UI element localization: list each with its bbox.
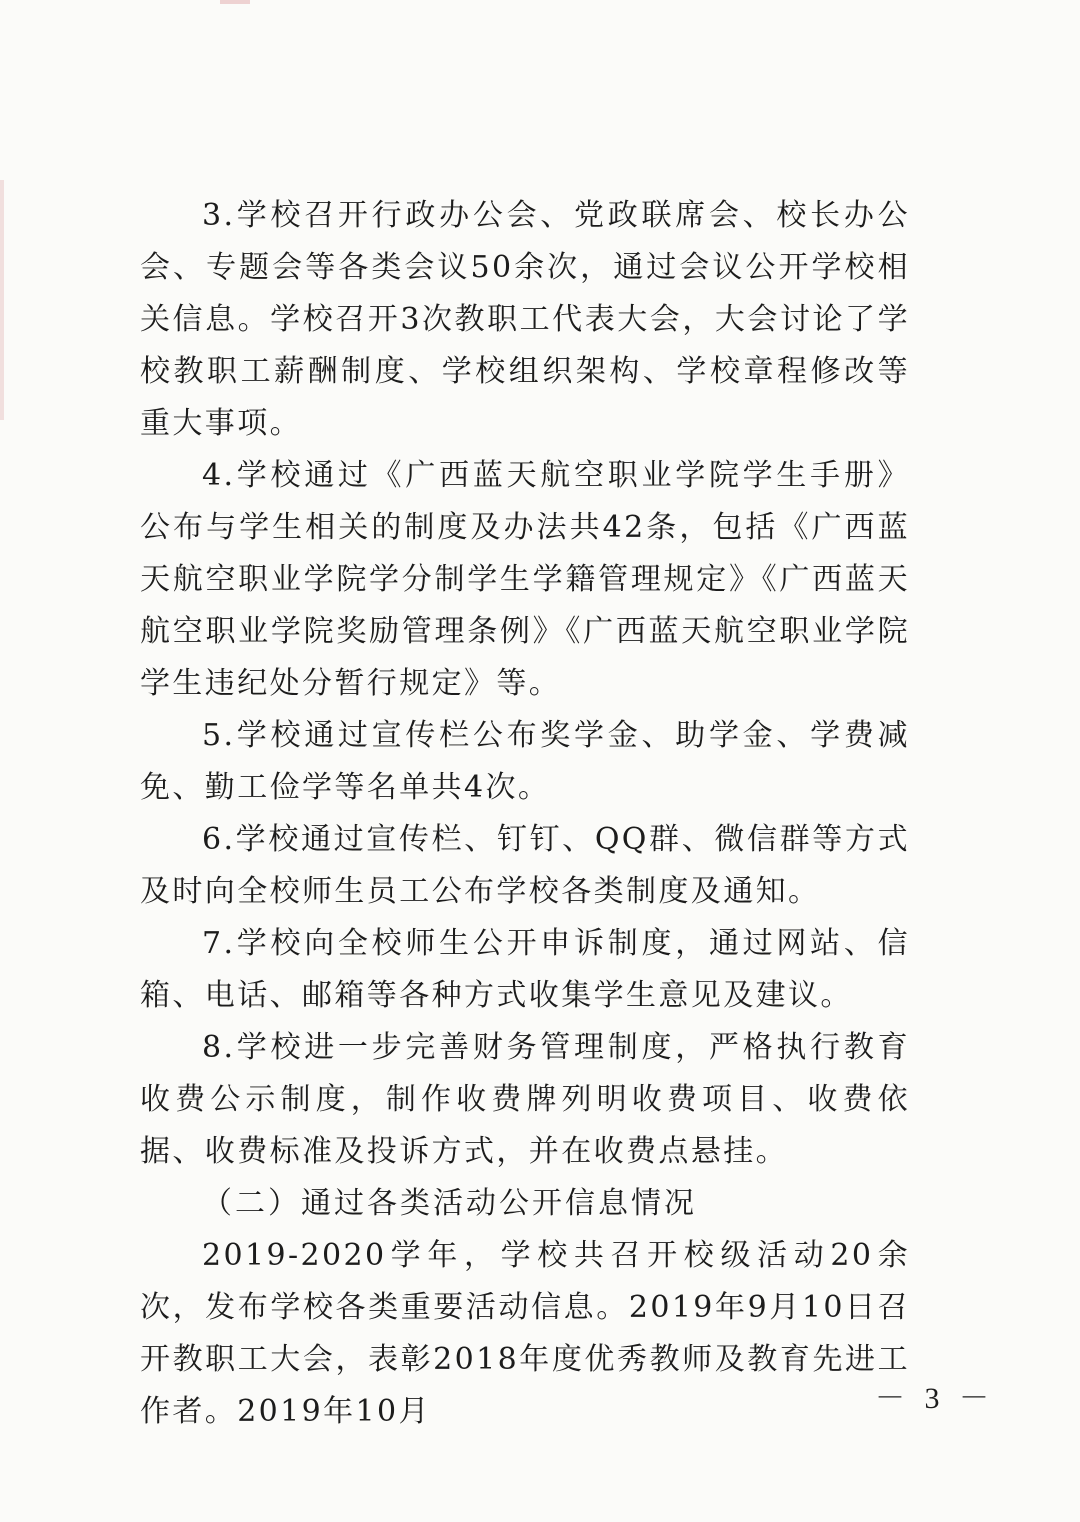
closing-paragraph: 2019-2020学年，学校共召开校级活动20余次，发布学校各类重要活动信息。2019年9月10日召开教职工大会，表彰2018年度优秀教师及教育先进工作者。2019年10月 (140, 1238, 910, 1429)
paragraph-item-6: 6.学校通过宣传栏、钉钉、QQ群、微信群等方式及时向全校师生员工公布学校各类制度及通知。 (140, 822, 910, 909)
paragraph-item-4: 4.学校通过《广西蓝天航空职业学院学生手册》公布与学生相关的制度及办法共42条，包括《广西蓝天航空职业学院学分制学生学籍管理规定》《广西蓝天航空职业学院奖励管理条例》《广西蓝天航空职业学院学生违纪处分暂行规定》等。 (140, 458, 910, 701)
scan-edge-mark (220, 0, 250, 4)
paragraph-item-8: 8.学校进一步完善财务管理制度，严格执行教育收费公示制度，制作收费牌列明收费项目、收费依据、收费标准及投诉方式，并在收费点悬挂。 (140, 1030, 910, 1169)
paragraph-item-3: 3.学校召开行政办公会、党政联席会、校长办公会、专题会等各类会议50余次，通过会议公开学校相关信息。学校召开3次教职工代表大会，大会讨论了学校教职工薪酬制度、学校组织架构、学校章程修改等重大事项。 (140, 198, 910, 441)
scan-edge-mark (0, 180, 4, 420)
section-heading: （二）通过各类活动公开信息情况 (202, 1186, 697, 1221)
document-body (140, 190, 910, 1438)
page-number: － 3 － (875, 1382, 995, 1415)
paragraph-item-7: 7.学校向全校师生公开申诉制度，通过网站、信箱、电话、邮箱等各种方式收集学生意见及建议。 (140, 926, 910, 1013)
paragraph-item-5: 5.学校通过宣传栏公布奖学金、助学金、学费减免、勤工俭学等名单共4次。 (140, 718, 910, 805)
